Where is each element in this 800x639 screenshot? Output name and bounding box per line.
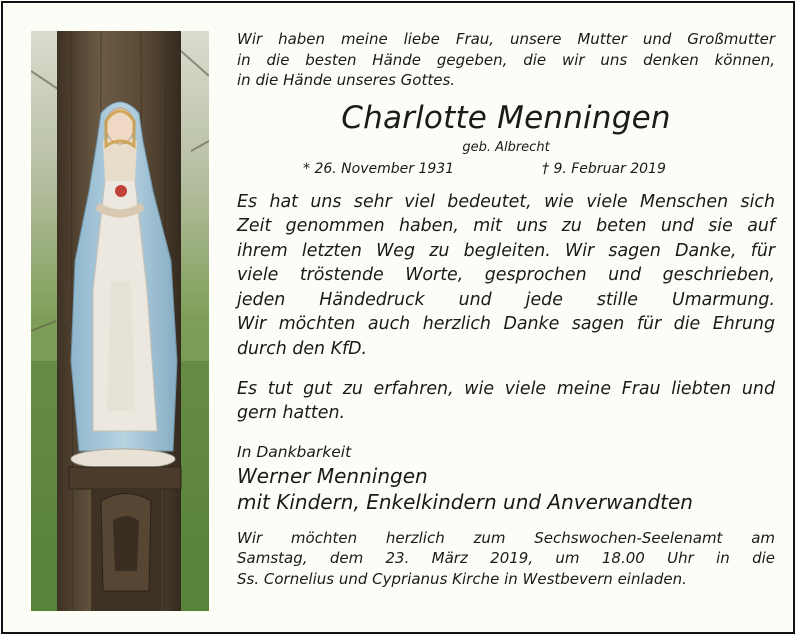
birth-date: * 26. November 1931 xyxy=(303,160,455,177)
obituary-text xyxy=(237,29,775,589)
love-paragraph xyxy=(237,377,775,426)
invitation-line: Ss. Cornelius und Cyprianus Kirche in Westbevern einladen. xyxy=(237,569,687,588)
family-line: mit Kindern, Enkelkindern und Anverwandten xyxy=(237,490,693,515)
mass-invitation xyxy=(237,528,775,590)
paragraph-line: Wir möchten auch herzlich Danke sagen für die Ehrung xyxy=(237,314,775,335)
invitation-line: Wir möchten herzlich zum Sechswochen-Seelenamt am xyxy=(237,528,775,547)
paragraph-line: ihrem letzten Weg zu begleiten. Wir sagen Danke, für xyxy=(237,240,775,261)
deceased-name: Charlotte Menningen xyxy=(341,99,671,136)
death-date: † 9. Februar 2019 xyxy=(542,160,666,177)
intro-line-2: in die besten Hände gegeben, die wir uns denken können, xyxy=(237,50,775,69)
paragraph-line: gern hatten. xyxy=(237,403,346,424)
obituary-notice xyxy=(1,1,795,634)
madonna-statue-photo xyxy=(31,31,209,611)
gratitude-label: In Dankbarkeit xyxy=(237,442,352,461)
paragraph-line: durch den KfD. xyxy=(237,339,368,360)
paragraph-line: Es hat uns sehr viel bedeutet, wie viele Menschen sich xyxy=(237,191,775,212)
birth-name: geb. Albrecht xyxy=(462,139,550,155)
signer-name: Werner Menningen xyxy=(237,463,428,488)
intro-line-3: in die Hände unseres Gottes. xyxy=(237,71,456,89)
invitation-line: Samstag, dem 23. März 2019, um 18.00 Uhr in die xyxy=(237,549,775,568)
paragraph-line: Zeit genommen haben, mit uns zu beten und sie auf xyxy=(237,216,775,237)
madonna-statue-image xyxy=(31,31,209,611)
paragraph-line: jeden Händedruck und jede stille Umarmung. xyxy=(237,289,775,310)
paragraph-line: viele tröstende Worte, gesprochen und geschrieben, xyxy=(237,265,775,286)
life-dates xyxy=(237,158,775,180)
intro-line-1: Wir haben meine liebe Frau, unsere Mutter und Großmutter xyxy=(237,30,775,48)
paragraph-line: Es tut gut zu erfahren, wie viele meine Frau liebten und xyxy=(237,378,775,399)
thanks-paragraph xyxy=(237,190,775,362)
